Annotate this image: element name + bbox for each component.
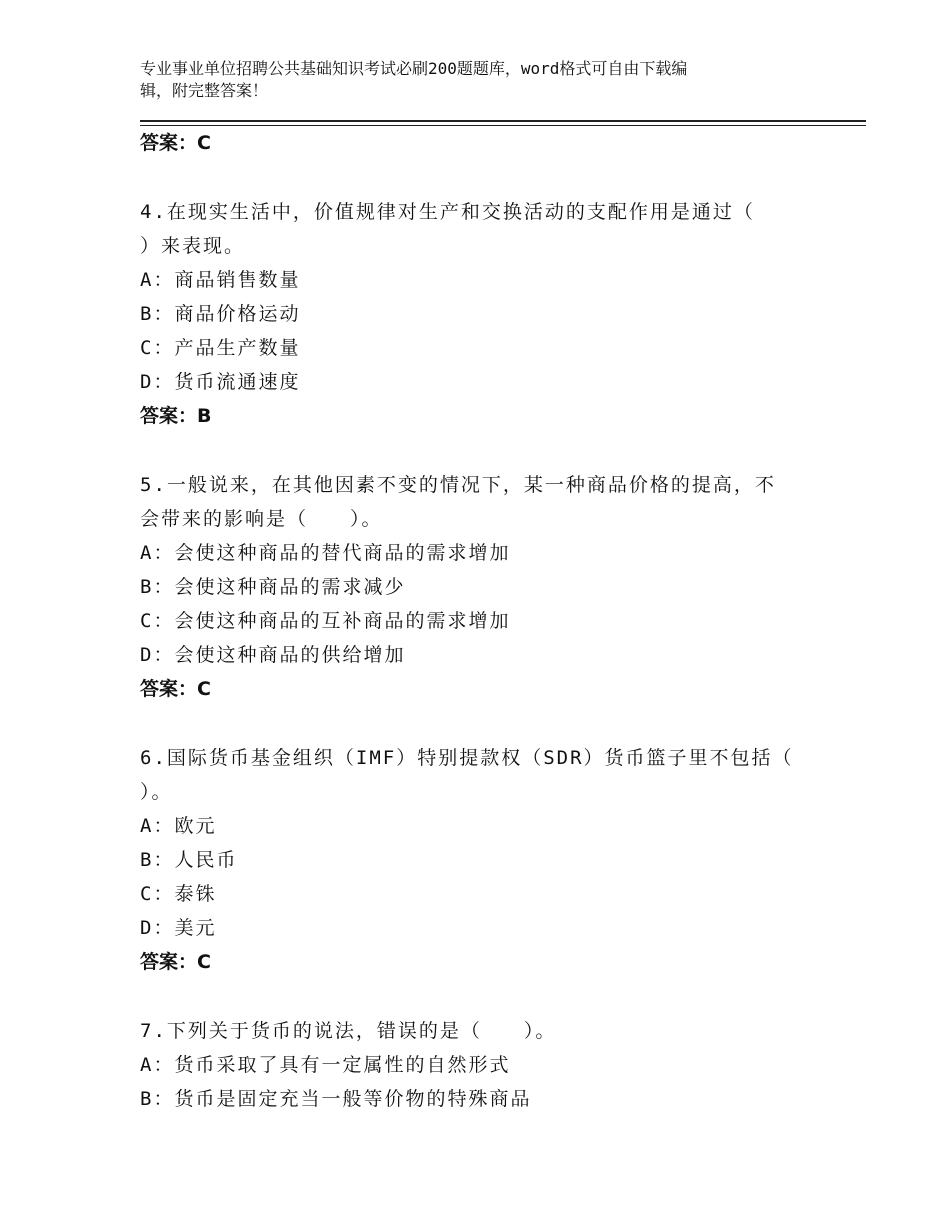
header-line-2: 辑，附完整答案！: [140, 81, 269, 100]
answer-q3: 答案：C: [140, 132, 211, 154]
option-b: B：人民币: [140, 849, 238, 871]
option-c: C：产品生产数量: [140, 337, 301, 359]
answer: 答案：B: [140, 405, 212, 427]
option-c: C：会使这种商品的互补商品的需求增加: [140, 610, 511, 632]
option-d: D：美元: [140, 917, 217, 939]
option-a: A：货币采取了具有一定属性的自然形式: [140, 1054, 511, 1076]
question-stem: 会带来的影响是（ ）。: [140, 508, 383, 530]
question-stem: ）来表现。: [140, 235, 246, 257]
answer: 答案：C: [140, 951, 211, 973]
question-stem: 5.一般说来，在其他因素不变的情况下，某一种商品价格的提高，不: [140, 474, 776, 496]
answer: 答案：C: [140, 678, 211, 700]
header-line-1: 专业事业单位招聘公共基础知识考试必刷200题题库，word格式可自由下载编: [140, 59, 688, 78]
option-c: C：泰铢: [140, 883, 217, 905]
option-a: A：欧元: [140, 815, 217, 837]
option-b: B：商品价格运动: [140, 303, 301, 325]
question-stem: 7.下列关于货币的说法，错误的是（ ）。: [140, 1020, 557, 1042]
header-rule-thin: [140, 125, 866, 126]
question-stem: ）。: [140, 781, 173, 803]
question-stem: 6.国际货币基金组织（IMF）特别提款权（SDR）货币篮子里不包括（: [140, 747, 794, 769]
option-d: D：货币流通速度: [140, 371, 301, 393]
option-a: A：会使这种商品的替代商品的需求增加: [140, 542, 511, 564]
question-stem: 4.在现实生活中，价值规律对生产和交换活动的支配作用是通过（: [140, 201, 755, 223]
option-d: D：会使这种商品的供给增加: [140, 644, 406, 666]
option-a: A：商品销售数量: [140, 269, 301, 291]
header-rule-thick: [140, 120, 866, 122]
document-header: [140, 58, 800, 102]
option-b: B：会使这种商品的需求减少: [140, 576, 406, 598]
option-b: B：货币是固定充当一般等价物的特殊商品: [140, 1088, 532, 1110]
